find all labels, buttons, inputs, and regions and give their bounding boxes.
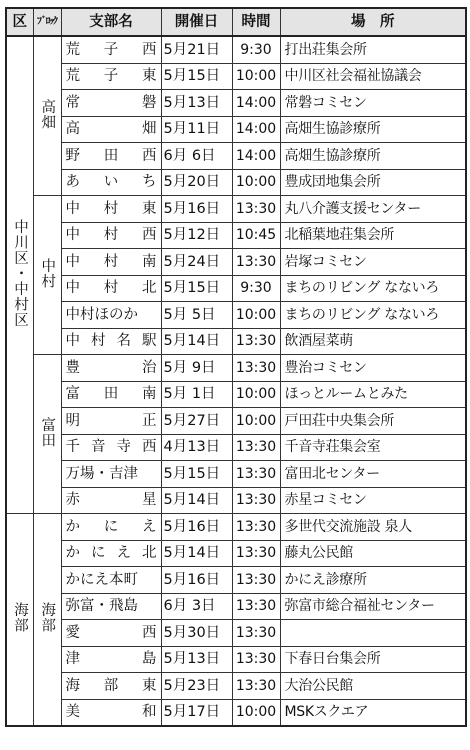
branch-cell bbox=[61, 302, 161, 329]
table-row bbox=[6, 699, 466, 726]
place-cell: ほっとルームとみた bbox=[280, 381, 466, 408]
header-date: 開催日 bbox=[161, 8, 232, 36]
branch-name: 中村北 bbox=[65, 280, 157, 296]
place-cell: 豊治コミセン bbox=[280, 355, 466, 382]
time-cell: 13:30 bbox=[232, 514, 280, 541]
branch-name: 荒子東 bbox=[65, 68, 157, 84]
time-cell: 14:00 bbox=[232, 143, 280, 170]
date-cell: 5月16日 bbox=[161, 196, 232, 223]
branch-cell bbox=[61, 355, 161, 382]
branch-name: かにえ北 bbox=[65, 545, 157, 561]
branch-cell bbox=[61, 169, 161, 196]
place-cell: 下春日台集会所 bbox=[280, 646, 466, 673]
place-cell: 多世代交流施設 泉人 bbox=[280, 514, 466, 541]
block-name: 富田 bbox=[39, 416, 56, 448]
branch-cell bbox=[61, 461, 161, 488]
place-cell: 常磐コミセン bbox=[280, 90, 466, 117]
branch-cell bbox=[61, 699, 161, 726]
time-cell: 13:30 bbox=[232, 673, 280, 700]
place-cell bbox=[280, 620, 466, 647]
date-cell: 5月15日 bbox=[161, 461, 232, 488]
branch-name: 千音寺西 bbox=[65, 439, 157, 455]
branch-cell bbox=[61, 540, 161, 567]
place-cell: 戸田荘中央集会所 bbox=[280, 408, 466, 435]
branch-name: 津島 bbox=[65, 651, 157, 667]
place-cell: 高畑生協診療所 bbox=[280, 116, 466, 143]
table-row bbox=[6, 408, 466, 435]
time-cell: 13:30 bbox=[232, 540, 280, 567]
branch-name: 万場・吉津 bbox=[65, 465, 138, 482]
place-cell: 岩塚コミセン bbox=[280, 249, 466, 276]
place-cell: まちのリビング なないろ bbox=[280, 275, 466, 302]
block-name: 海部 bbox=[39, 602, 56, 634]
branch-cell bbox=[61, 434, 161, 461]
table-row bbox=[6, 567, 466, 594]
branch-cell bbox=[61, 567, 161, 594]
time-cell: 13:30 bbox=[232, 646, 280, 673]
branch-cell bbox=[61, 381, 161, 408]
time-cell: 14:00 bbox=[232, 116, 280, 143]
date-cell: 5月16日 bbox=[161, 567, 232, 594]
place-cell: 高畑生協診療所 bbox=[280, 143, 466, 170]
date-cell: 5月13日 bbox=[161, 90, 232, 117]
branch-name: 高畑 bbox=[65, 121, 157, 137]
date-cell: 5月13日 bbox=[161, 646, 232, 673]
table-row bbox=[6, 63, 466, 90]
branch-cell bbox=[61, 673, 161, 700]
date-cell: 5月16日 bbox=[161, 514, 232, 541]
place-cell: 千音寺荘集会室 bbox=[280, 434, 466, 461]
header-place: 場 所 bbox=[280, 8, 466, 36]
date-cell: 5月24日 bbox=[161, 249, 232, 276]
branch-cell bbox=[61, 646, 161, 673]
branch-name: 美和 bbox=[65, 704, 157, 720]
date-cell: 5月15日 bbox=[161, 63, 232, 90]
date-cell: 5月12日 bbox=[161, 222, 232, 249]
time-cell: 10:00 bbox=[232, 63, 280, 90]
place-cell: 藤丸公民館 bbox=[280, 540, 466, 567]
place-cell: 中川区社会福祉協議会 bbox=[280, 63, 466, 90]
place-cell: 北稲葉地荘集会所 bbox=[280, 222, 466, 249]
branch-name: 豊治 bbox=[65, 359, 157, 376]
branch-cell bbox=[61, 514, 161, 541]
table-row bbox=[6, 514, 466, 541]
branch-cell bbox=[61, 222, 161, 249]
place-cell: 丸八介護支援センター bbox=[280, 196, 466, 223]
branch-cell bbox=[61, 275, 161, 302]
date-cell: 5月27日 bbox=[161, 408, 232, 435]
time-cell: 13:30 bbox=[232, 434, 280, 461]
place-cell: 大治公民館 bbox=[280, 673, 466, 700]
branch-name: 中村南 bbox=[65, 253, 157, 270]
branch-name: 中村西 bbox=[65, 227, 157, 243]
branch-cell bbox=[61, 408, 161, 435]
table-row bbox=[6, 302, 466, 329]
branch-name: 愛西 bbox=[65, 624, 157, 641]
date-cell: 5月 1日 bbox=[161, 381, 232, 408]
date-cell: 5月15日 bbox=[161, 275, 232, 302]
table-row bbox=[6, 116, 466, 143]
branch-name: 富田南 bbox=[65, 386, 157, 402]
time-cell: 10:00 bbox=[232, 302, 280, 329]
time-cell: 9:30 bbox=[232, 275, 280, 302]
header-row bbox=[6, 8, 466, 36]
place-cell: かにえ診療所 bbox=[280, 567, 466, 594]
branch-name: 海部東 bbox=[65, 677, 157, 694]
date-cell: 5月17日 bbox=[161, 699, 232, 726]
schedule-body bbox=[6, 36, 466, 726]
time-cell: 13:30 bbox=[232, 196, 280, 223]
header-branch: 支部名 bbox=[61, 8, 161, 36]
date-cell: 6月 3日 bbox=[161, 593, 232, 620]
ward-name: 中川区・中村区 bbox=[12, 219, 28, 328]
date-cell: 5月23日 bbox=[161, 673, 232, 700]
table-row bbox=[6, 487, 466, 514]
date-cell: 5月 9日 bbox=[161, 355, 232, 382]
time-cell: 10:00 bbox=[232, 169, 280, 196]
ward-cell bbox=[6, 36, 33, 514]
header-ward: 区 bbox=[6, 8, 33, 36]
date-cell: 6月 6日 bbox=[161, 143, 232, 170]
time-cell: 13:30 bbox=[232, 328, 280, 355]
branch-name: かにえ bbox=[65, 518, 157, 535]
branch-cell bbox=[61, 196, 161, 223]
branch-name: かにえ本町 bbox=[65, 571, 138, 588]
table-row bbox=[6, 143, 466, 170]
block-name: 中村 bbox=[39, 257, 56, 289]
table-row bbox=[6, 36, 466, 63]
time-cell: 9:30 bbox=[232, 36, 280, 63]
table-row bbox=[6, 620, 466, 647]
date-cell: 5月20日 bbox=[161, 169, 232, 196]
branch-name: あいち bbox=[65, 174, 157, 190]
header-block: ﾌﾞﾛｯｸ bbox=[33, 8, 61, 36]
place-cell: 富田北センター bbox=[280, 461, 466, 488]
meeting-schedule-table bbox=[5, 7, 467, 727]
branch-name: 弥富・飛島 bbox=[65, 598, 138, 614]
place-cell: MSKスクエア bbox=[280, 699, 466, 726]
table-row bbox=[6, 90, 466, 117]
branch-cell bbox=[61, 593, 161, 620]
place-cell: まちのリビング なないろ bbox=[280, 302, 466, 329]
date-cell: 5月21日 bbox=[161, 36, 232, 63]
place-cell: 赤星コミセン bbox=[280, 487, 466, 514]
branch-name: 中村東 bbox=[65, 200, 157, 217]
time-cell: 10:00 bbox=[232, 408, 280, 435]
time-cell: 13:30 bbox=[232, 620, 280, 647]
table-row bbox=[6, 381, 466, 408]
date-cell: 5月14日 bbox=[161, 487, 232, 514]
table-row bbox=[6, 540, 466, 567]
table-row bbox=[6, 249, 466, 276]
time-cell: 10:45 bbox=[232, 222, 280, 249]
place-cell: 飲酒屋菜萌 bbox=[280, 328, 466, 355]
table-row bbox=[6, 646, 466, 673]
date-cell: 4月13日 bbox=[161, 434, 232, 461]
ward-name: 海部 bbox=[12, 602, 28, 634]
block-cell bbox=[33, 196, 61, 355]
branch-cell bbox=[61, 328, 161, 355]
place-cell: 弥富市総合福祉センター bbox=[280, 593, 466, 620]
table-row bbox=[6, 328, 466, 355]
block-cell bbox=[33, 36, 61, 196]
header-time: 時間 bbox=[232, 8, 280, 36]
block-name: 高畑 bbox=[39, 98, 56, 130]
time-cell: 10:00 bbox=[232, 381, 280, 408]
table-row bbox=[6, 593, 466, 620]
time-cell: 13:30 bbox=[232, 567, 280, 594]
block-cell bbox=[33, 514, 61, 727]
time-cell: 13:30 bbox=[232, 249, 280, 276]
time-cell: 13:30 bbox=[232, 487, 280, 514]
date-cell: 5月11日 bbox=[161, 116, 232, 143]
table-row bbox=[6, 169, 466, 196]
branch-cell bbox=[61, 63, 161, 90]
table-row bbox=[6, 355, 466, 382]
date-cell: 5月14日 bbox=[161, 540, 232, 567]
branch-name: 常磐 bbox=[65, 94, 157, 111]
table-row bbox=[6, 434, 466, 461]
place-cell: 豊成団地集会所 bbox=[280, 169, 466, 196]
table-row bbox=[6, 673, 466, 700]
time-cell: 14:00 bbox=[232, 90, 280, 117]
time-cell: 13:30 bbox=[232, 355, 280, 382]
date-cell: 5月 5日 bbox=[161, 302, 232, 329]
place-cell: 打出荘集会所 bbox=[280, 36, 466, 63]
block-cell bbox=[33, 355, 61, 514]
time-cell: 13:30 bbox=[232, 461, 280, 488]
branch-cell bbox=[61, 249, 161, 276]
branch-name: 中村名駅 bbox=[65, 333, 157, 349]
branch-cell bbox=[61, 90, 161, 117]
branch-cell bbox=[61, 36, 161, 63]
branch-cell bbox=[61, 487, 161, 514]
ward-cell bbox=[6, 514, 33, 727]
date-cell: 5月14日 bbox=[161, 328, 232, 355]
table-row bbox=[6, 275, 466, 302]
branch-name: 赤星 bbox=[65, 492, 157, 508]
branch-name: 野田西 bbox=[65, 147, 157, 164]
branch-name: 荒子西 bbox=[65, 41, 157, 58]
branch-name: 明正 bbox=[65, 412, 157, 429]
branch-cell bbox=[61, 620, 161, 647]
time-cell: 13:30 bbox=[232, 593, 280, 620]
branch-cell bbox=[61, 143, 161, 170]
branch-name: 中村ほのか bbox=[65, 306, 138, 323]
table-row bbox=[6, 196, 466, 223]
time-cell: 10:00 bbox=[232, 699, 280, 726]
table-row bbox=[6, 461, 466, 488]
date-cell: 5月30日 bbox=[161, 620, 232, 647]
branch-cell bbox=[61, 116, 161, 143]
table-row bbox=[6, 222, 466, 249]
